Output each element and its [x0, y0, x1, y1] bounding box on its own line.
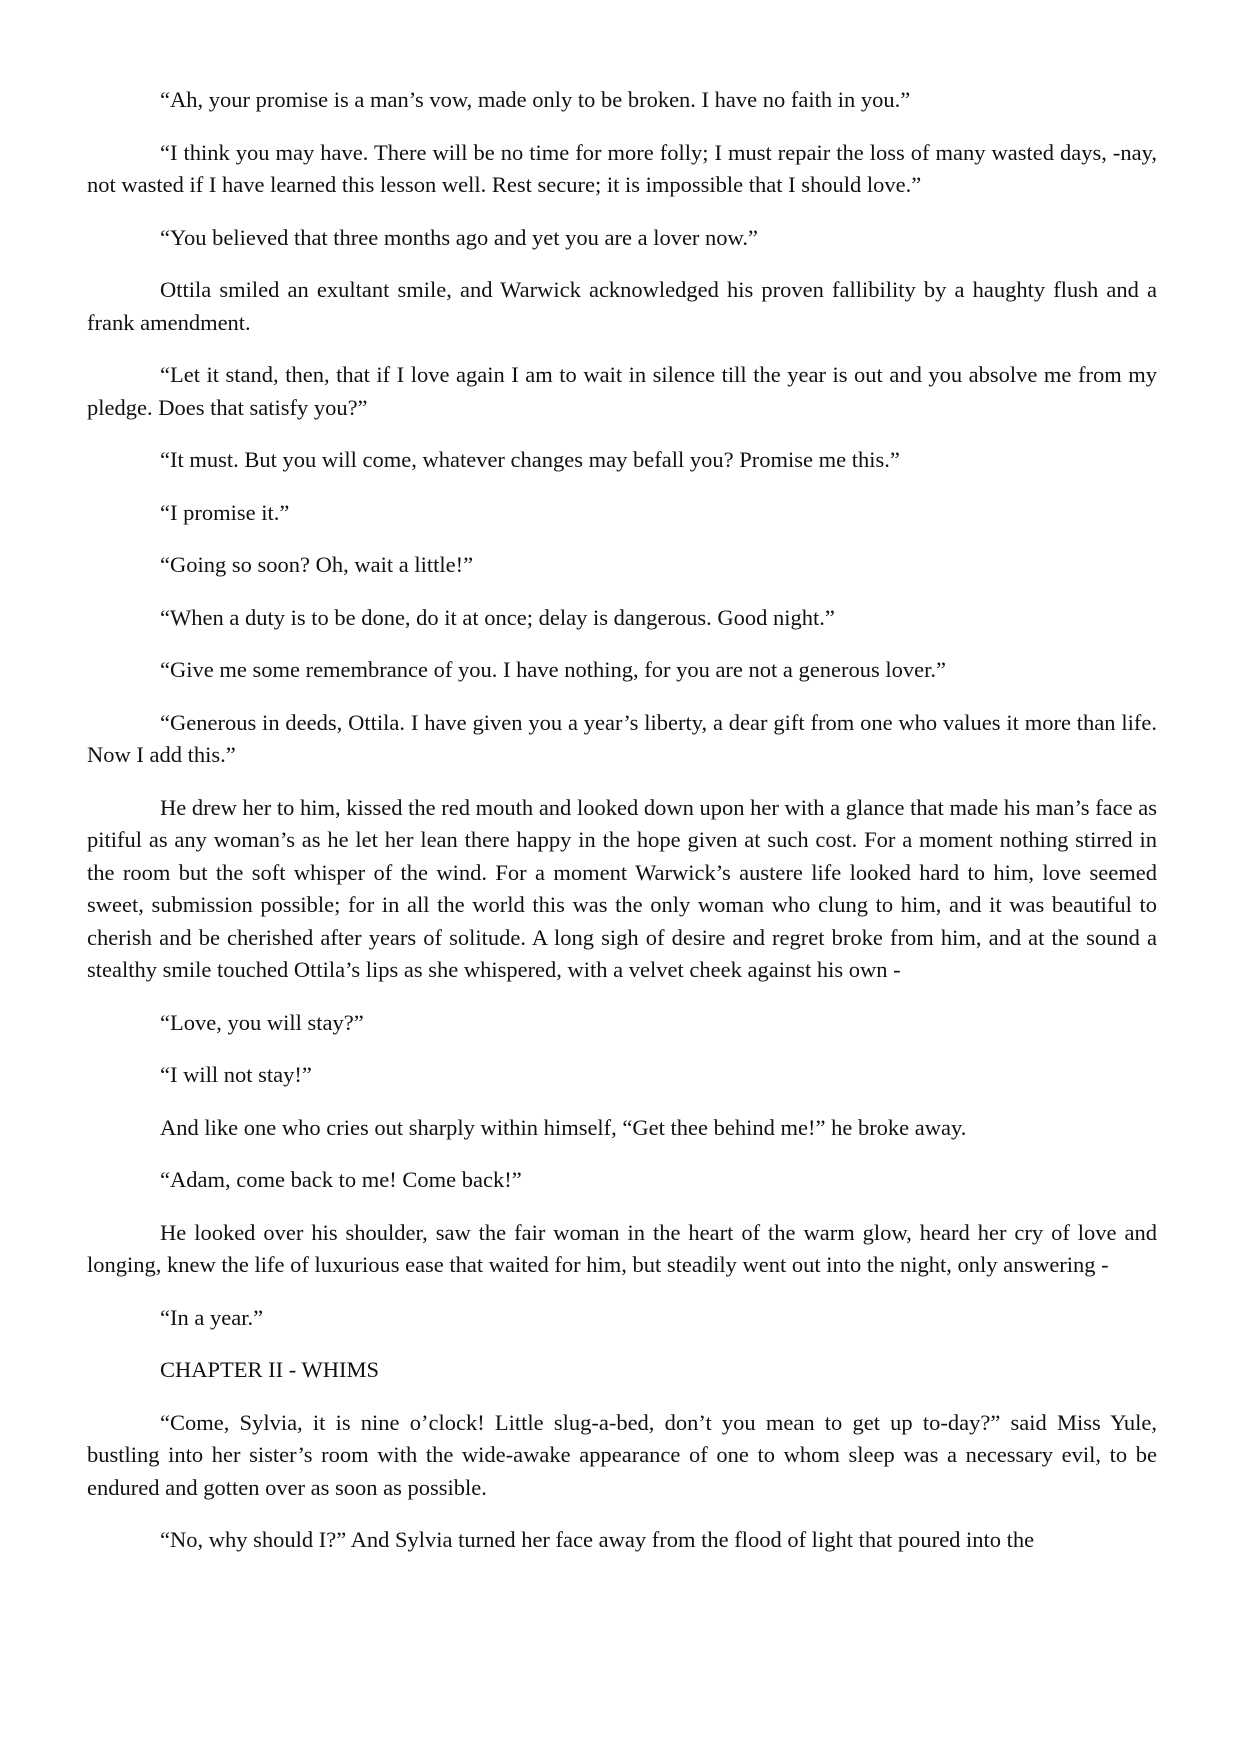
chapter-paragraph-1: “Come, Sylvia, it is nine o’clock! Little slug-a-bed, don’t you mean to get up to-day?” said Miss Yule, bustling into her sister’s room with the wide-awake appearance of one to whom sleep was a necessary evil, to be endured and gotten over as soon as possible. — [87, 1409, 1157, 1500]
chapter-heading: CHAPTER II - WHIMS — [160, 1357, 379, 1382]
paragraph-6: “It must. But you will come, whatever changes may befall you? Promise me this.” — [160, 447, 900, 472]
paragraph-13: “Love, you will stay?” — [160, 1009, 364, 1035]
paragraph-11: “Generous in deeds, Ottila. I have given you a year’s liberty, a dear gift from one who values it more than life. Now I add this.” — [87, 709, 1157, 767]
paragraph-17: He looked over his shoulder, saw the fair woman in the heart of the warm glow, heard her cry of love and longing, knew the life of luxurious ease that waited for him, but steadily went out into the night, only answering - — [87, 1219, 1157, 1277]
paragraph-3: “You believed that three months ago and yet you are a lover now.” — [160, 224, 758, 250]
paragraph-1: “Ah, your promise is a man’s vow, made only to be broken. I have no faith in you.” — [160, 87, 911, 112]
paragraph-8: “Going so soon? Oh, wait a little!” — [160, 552, 474, 577]
paragraph-2: “I think you may have. There will be no time for more folly; I must repair the loss of many wasted days, -nay, not wasted if I have learned this lesson well. Rest secure; it is impossible that I should love.” — [87, 139, 1157, 197]
paragraph-9: “When a duty is to be done, do it at once; delay is dangerous. Good night.” — [160, 604, 835, 630]
paragraph-5: “Let it stand, then, that if I love again I am to wait in silence till the year is out and you absolve me from my pledge. Does that satisfy you?” — [87, 362, 1157, 420]
chapter-paragraph-2: “No, why should I?” And Sylvia turned her face away from the flood of light that poured into the — [160, 1527, 1035, 1552]
paragraph-14: “I will not stay!” — [160, 1062, 312, 1087]
paragraph-12: He drew her to him, kissed the red mouth and looked down upon her with a glance that made his man’s face as pitiful as any woman’s as he let her lean there happy in the hope given at such cost. For a moment nothing stirred in the room but the soft whisper of the wind. For a moment Warwick’s austere life looked hard to him, love seemed sweet, submission possible; for in all the world this was the only woman who clung to him, and it was beautiful to cherish and be cherished after years of solitude. A long sigh of desire and regret broke from him, and at the sound a stealthy smile touched Ottila’s lips as she whispered, with a velvet cheek against his own - — [87, 794, 1157, 982]
paragraph-10: “Give me some remembrance of you. I have nothing, for you are not a generous lover.” — [160, 657, 946, 682]
document-page — [87, 84, 1157, 1557]
paragraph-15: And like one who cries out sharply within himself, “Get thee behind me!” he broke away. — [160, 1114, 967, 1140]
paragraph-18: “In a year.” — [160, 1304, 264, 1330]
paragraph-7: “I promise it.” — [160, 499, 290, 525]
paragraph-4: Ottila smiled an exultant smile, and Warwick acknowledged his proven fallibility by a haughty flush and a frank amendment. — [87, 277, 1157, 335]
paragraph-16: “Adam, come back to me! Come back!” — [160, 1167, 522, 1192]
